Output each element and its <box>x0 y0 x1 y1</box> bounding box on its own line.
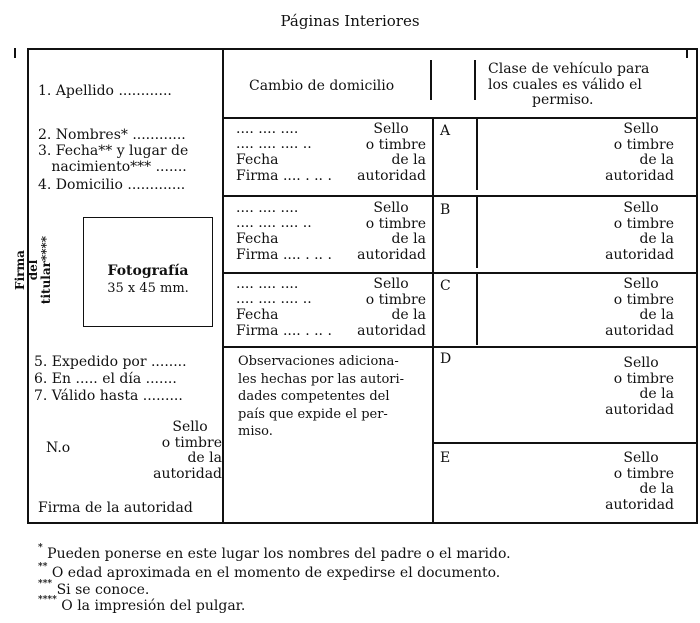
sello-e: Sello o timbre de la autoridad <box>605 450 674 513</box>
page-title: Páginas Interiores <box>280 12 420 30</box>
field-valido: 7. Válido hasta ......... <box>34 388 183 404</box>
letter-c: C <box>440 278 451 294</box>
column-divider <box>474 60 476 100</box>
footnote-2: ** O edad aproximada en el momento de expedirse el documento. <box>38 562 501 581</box>
numero-label: N.o <box>46 440 71 456</box>
field-en-dia: 6. En ..... el día ....... <box>34 371 177 387</box>
sello-left: Sello o timbre de la autoridad <box>153 419 222 482</box>
letter-column-divider <box>432 118 434 523</box>
firma-titular-label: Firma del titular**** <box>13 235 53 305</box>
photo-box <box>83 217 213 327</box>
row-divider <box>222 195 698 197</box>
sello-c: Sello o timbre de la autoridad <box>605 276 674 339</box>
domicilio-block: .... .... .... .... .... .... .. Fecha Firma .... . .. . Sello o timbre de la autoridad <box>236 200 426 263</box>
footnote-4: **** O la impresión del pulgar. <box>38 595 246 614</box>
letter-d: D <box>440 351 452 367</box>
clase-vehiculo-header: Clase de vehículo para los cuales es válido el permiso. <box>488 61 650 108</box>
row-divider <box>432 442 698 444</box>
sello-a: Sello o timbre de la autoridad <box>605 121 674 184</box>
sello-b: Sello o timbre de la autoridad <box>605 200 674 263</box>
field-fecha-lugar: 3. Fecha** y lugar de <box>38 143 189 159</box>
field-nombres: 2. Nombres* ............ <box>38 127 186 143</box>
field-expedido: 5. Expedido por ........ <box>34 354 187 370</box>
photo-size: 35 x 45 mm. <box>107 281 189 296</box>
domicilio-block: .... .... .... .... .... .... .. Fecha Firma .... . .. . Sello o timbre de la autoridad <box>236 276 426 339</box>
column-divider <box>222 48 224 524</box>
field-apellido: 1. Apellido ............ <box>38 83 172 99</box>
letter-column-divider <box>476 273 478 345</box>
field-nacimiento: nacimiento*** ....... <box>38 159 187 175</box>
top-tick <box>14 48 16 58</box>
letter-a: A <box>440 123 451 139</box>
photo-label: Fotografía <box>107 263 189 279</box>
top-tick <box>686 48 688 58</box>
footnote-3: *** Si se conoce. <box>38 579 150 598</box>
column-divider <box>430 60 432 100</box>
letter-column-divider <box>476 118 478 190</box>
observaciones: Observaciones adiciona- les hechas por las autori- dades competentes del país que expide el per- miso. <box>238 354 405 439</box>
letter-column-divider <box>476 196 478 268</box>
letter-e: E <box>440 450 451 466</box>
footnote-1: * Pueden ponerse en este lugar los nombres del padre o el marido. <box>38 543 511 562</box>
sello-d: Sello o timbre de la autoridad <box>605 355 674 418</box>
letter-b: B <box>440 202 451 218</box>
firma-autoridad: Firma de la autoridad <box>38 500 193 516</box>
cambio-domicilio-header: Cambio de domicilio <box>249 78 395 94</box>
row-divider <box>222 117 698 119</box>
domicilio-block: .... .... .... .... .... .... .. Fecha Firma .... . .. . Sello o timbre de la autoridad <box>236 121 426 184</box>
row-divider <box>222 272 698 274</box>
field-domicilio: 4. Domicilio ............. <box>38 177 186 193</box>
